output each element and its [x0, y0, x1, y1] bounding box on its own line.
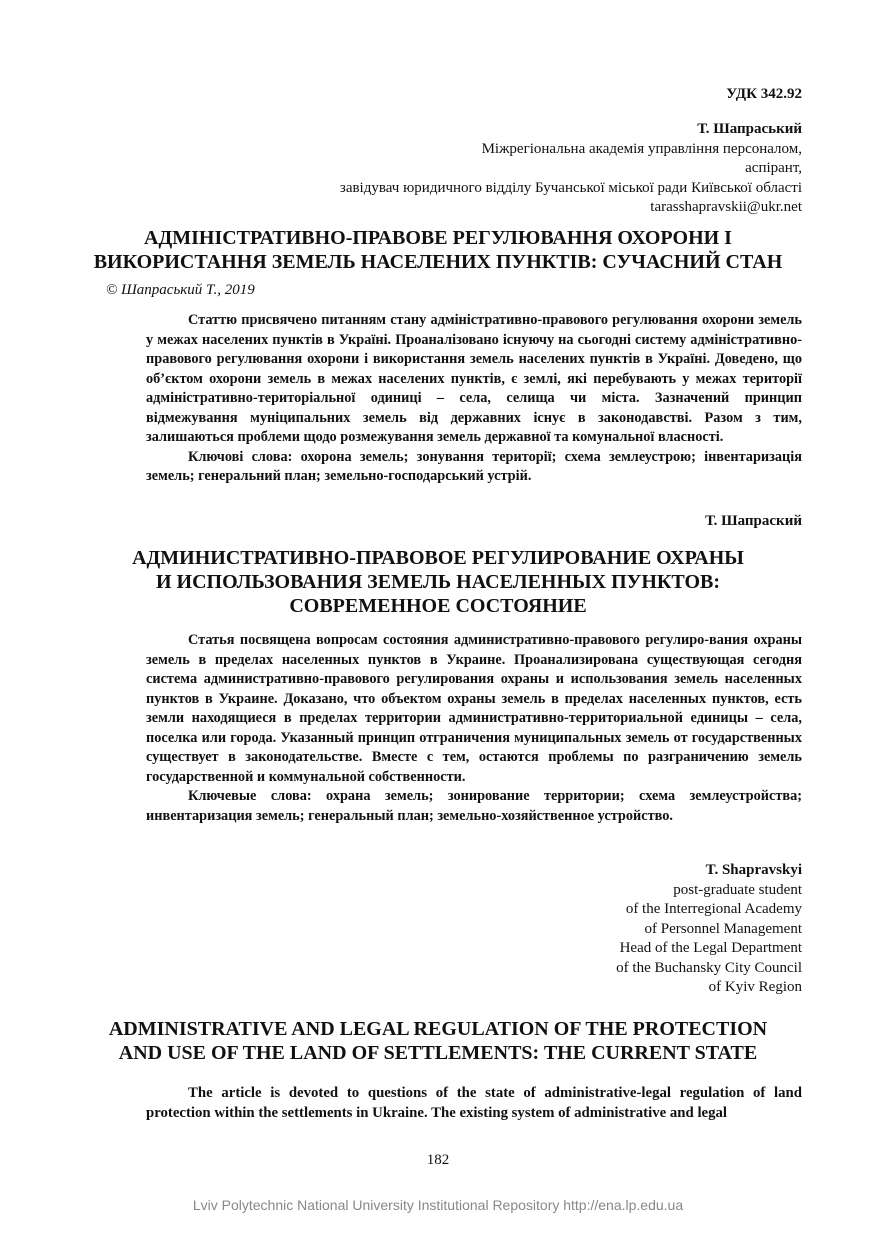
ua-author-block [340, 120, 802, 218]
page-number: 182 [426, 1152, 450, 1168]
ua-author-name: Т. Шапраський [697, 121, 802, 137]
en-author-line: of Kyiv Region [708, 979, 802, 995]
en-author-line: of the Buchansky City Council [616, 959, 802, 976]
ru-article-title: АДМИНИСТРАТИВНО-ПРАВОВОЕ РЕГУЛИРОВАНИЕ ОХРАНЫ И ИСПОЛЬЗОВАНИЯ ЗЕМЕЛЬ НАСЕЛЕННЫХ ПУНКТОВ: СОВРЕМЕННОЕ СОСТОЯНИЕ [132, 547, 744, 617]
ru-abstract [146, 631, 802, 826]
ua-keywords: Ключові слова: охорона земель; зонування території; схема землеустрою; інвентаризація земель; генеральний план; земельно-господарський устрій. [146, 448, 802, 484]
ua-author-line: аспірант, [745, 160, 802, 176]
en-author-name: T. Shapravskyi [705, 862, 802, 878]
ua-abstract [146, 311, 802, 487]
en-author-block [616, 861, 802, 998]
repository-footer: Lviv Polytechnic National University Institutional Repository http://ena.lp.edu.ua [192, 1197, 684, 1213]
ru-abstract-text: Статья посвящена вопросам состояния административно-правового регулиро-вания охраны земель в пределах населенных пунктов в Украине. Проанализирована существующая сегодня система административно-правового регулирования охраны и использования земель населенных пунктов в Украине. Доказано, что объектом охраны земель в пределах населенных пунктов, есть земли находящиеся в пределах территории административно-территориальной единицы – села, поселка или города. Указанный принцип отграничения муниципальных земель от государственных существует в законодательстве. Вместе с тем, остаются проблемы по разграничению земель государственной и коммунальной собственности. [146, 632, 802, 785]
copyright: © Шапраський Т., 2019 [106, 282, 255, 298]
udk-code: УДК 342.92 [726, 86, 802, 102]
en-abstract-text: The article is devoted to questions of the state of administrative-legal regulation of land protection within the settlements in Ukraine. The existing system of administrative and legal [146, 1085, 802, 1121]
ua-author-line: Міжрегіональна академія управління персоналом, [481, 140, 802, 157]
en-author-line: of Personnel Management [644, 920, 802, 937]
en-abstract [146, 1084, 802, 1123]
en-author-line: post-graduate student [673, 881, 802, 898]
ru-keywords: Ключевые слова: охрана земель; зонирование территории; схема землеустройства; инвентаризация земель; генеральный план; земельно-хозяйственное устройство. [146, 788, 802, 824]
ua-author-line: завідувач юридичного відділу Бучанської міської ради Київської області [339, 179, 802, 196]
ua-article-title: АДМІНІСТРАТИВНО-ПРАВОВЕ РЕГУЛЮВАННЯ ОХОРОНИ І ВИКОРИСТАННЯ ЗЕМЕЛЬ НАСЕЛЕНИХ ПУНКТІВ: СУЧАСНИЙ СТАН [93, 227, 783, 273]
en-author-line: Head of the Legal Department [619, 940, 802, 956]
ru-author-name: Т. Шапраский [705, 513, 802, 529]
ua-author-email: tarasshapravskii@ukr.net [650, 199, 802, 215]
en-author-line: of the Interregional Academy [625, 901, 802, 917]
en-article-title: ADMINISTRATIVE AND LEGAL REGULATION OF THE PROTECTION AND USE OF THE LAND OF SETTLEMENTS: THE CURRENT STATE [108, 1018, 768, 1064]
ua-abstract-text: Статтю присвячено питанням стану адміністративно-правового регулювання охорони земель у межах населених пунктів в Україні. Проаналізовано існуючу на сьогодні систему адміністративно-правового регулювання охорони і використання земель населених пунктів в Україні. Доведено, що об’єктом охорони земель в межах населених пунктів, є землі, які перебувають у межах території адміністративно-територіальної одиниці – села, селища чи міста. Зазначений принцип відмежування муніципальних земель від державних існує в законодавстві. Разом з тим, залишаються проблеми щодо розмежування земель державної та комунальної власності. [146, 312, 802, 445]
